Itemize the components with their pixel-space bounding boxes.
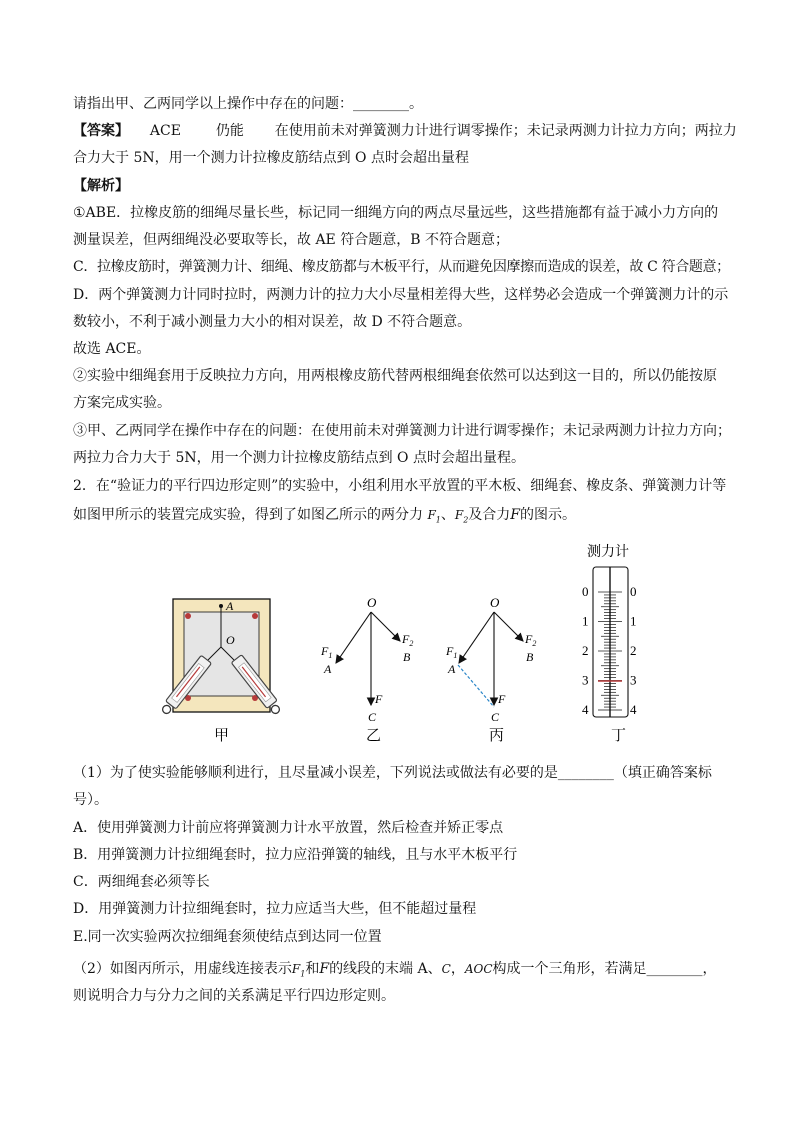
label-yi: 乙 (366, 728, 382, 744)
q2-sym-f1: $F_1$ (427, 508, 441, 525)
pt-C-bing: C (491, 710, 500, 724)
figure-ding (582, 543, 637, 744)
pt-O-yi: O (367, 595, 377, 610)
option-e: E.同一次实验两次拉细绳套须使结点到达同一位置 (73, 929, 382, 945)
sub2-text-d: ， (450, 961, 465, 977)
answer-line-1 (73, 121, 737, 141)
q2-text-b: 、 (440, 507, 455, 523)
answer-label: 【答案】 (73, 123, 129, 139)
q2-sym-f: F (510, 507, 521, 523)
meter-title: 测力计 (587, 545, 629, 560)
meter-tick-label: 0 (630, 584, 637, 599)
sub2-text-e: 构成一个三角形，若满足________， (492, 961, 717, 977)
meter-tick-label: 3 (630, 672, 637, 688)
analysis-line-4: D．两个弹簧测力计同时拉时，两测力计的拉力大小尽量相差得大些，这样势必会造成一个弹簧测力计的示 (73, 287, 729, 303)
analysis-line-8: 方案完成实验。 (73, 395, 171, 411)
experiment-figure (0, 535, 794, 755)
meter-tick-label: 4 (582, 702, 589, 717)
lbl-f1-bing: $F_1$ (446, 644, 458, 660)
answer-part-1: ACE (149, 123, 181, 139)
question-prompt: 请指出甲、乙两同学以上操作中存在的问题：________。 (73, 96, 423, 112)
option-a: A．使用弹簧测力计前应将弹簧测力计水平放置，然后检查并矫正零点 (73, 820, 504, 836)
analysis-line-1: ①ABE．拉橡皮筋的细绳尽量长些，标记同一细绳方向的两点尽量远些，这些措施都有益于减小力方向的 (73, 205, 719, 221)
dashed-line (458, 665, 494, 707)
sub1-line-1: （1）为了使实验能够顺利进行，且尽量减小误差，下列说法或做法有必要的是________（填正确答案标 (73, 765, 712, 781)
pt-B-bing: B (526, 650, 534, 664)
figure-bing (445, 595, 536, 744)
meter-tick-label: 2 (582, 643, 589, 658)
analysis-label: 【解析】 (73, 178, 129, 194)
analysis-line-6: 故选 ACE。 (73, 341, 151, 357)
pt-C-yi: C (368, 710, 377, 724)
meter-tick-label: 3 (582, 672, 589, 688)
answer-part-2: 仍能 (215, 123, 244, 139)
q2-sym-f2: $F_2$ (454, 508, 469, 525)
q2-text-c: 及合力 (468, 507, 511, 523)
label-bing: 丙 (489, 728, 505, 744)
meter-tick-label: 0 (582, 584, 589, 599)
answer-line-2: 合力大于 5N，用一个测力计拉橡皮筋结点到 O 点时会超出量程 (73, 150, 469, 166)
lbl-f-bing: F (498, 692, 506, 706)
pt-A-bing: A (448, 662, 456, 676)
analysis-line-3: C．拉橡皮筋时，弹簧测力计、细绳、橡皮筋都与木板平行，从而避免因摩擦而造成的误差，故 C 符合题意； (73, 259, 730, 275)
option-c: C．两细绳套必须等长 (73, 874, 210, 890)
figure-yi (320, 595, 413, 744)
pt-A-jia: A (226, 599, 234, 613)
sub2-text-b: 和 (305, 961, 320, 977)
lbl-f2-yi: $F_2$ (402, 632, 414, 648)
sub2-line-2: 则说明合力与分力之间的关系满足平行四边形定则。 (73, 988, 395, 1004)
analysis-line-7: ②实验中细绳套用于反映拉力方向，用两根橡皮筋代替两根细绳套依然可以达到这一目的，所以仍能按原 (73, 368, 717, 384)
sub2-text-c: 的线段的末端 A、 (329, 961, 442, 977)
answer-part-3: 在使用前未对弹簧测力计进行调零操作；未记录两测力计拉力方向；两拉力 (274, 123, 737, 139)
question2-line-2 (73, 505, 723, 530)
meter-tick-label: 2 (630, 643, 637, 658)
analysis-line-10: 两拉力合力大于 5N，用一个测力计拉橡皮筋结点到 O 点时会超出量程。 (73, 450, 525, 466)
sub2-line-1 (73, 959, 723, 984)
pt-O-bing: O (490, 595, 500, 610)
option-d: D．用弹簧测力计拉细绳套时，拉力应适当大些，但不能超过量程 (73, 901, 477, 917)
analysis-line-5: 数较小，不利于减小测量力大小的相对误差，故 D 不符合题意。 (73, 314, 472, 330)
pt-B-yi: B (403, 650, 411, 664)
meter-tick-label: 1 (582, 613, 589, 629)
analysis-line-2: 测量误差，但两细绳没必要取等长，故 AE 符合题意，B 不符合题意； (73, 232, 509, 248)
q2-text-a: 如图甲所示的装置完成实验，得到了如图乙所示的两分力 (73, 507, 423, 523)
sub2-sym-aoc: AOC (464, 962, 493, 976)
figure-jia (159, 599, 283, 744)
sub1-line-2: 号）。 (73, 792, 108, 808)
pt-O-jia: O (226, 633, 235, 647)
lbl-f-yi: F (375, 692, 383, 706)
meter-tick-label: 4 (630, 702, 637, 717)
q2-text-d: 的图示。 (520, 507, 577, 523)
pin-icon (252, 613, 258, 619)
label-jia: 甲 (214, 728, 230, 744)
sub2-sym-c: C (441, 962, 451, 976)
option-b: B．用弹簧测力计拉细绳套时，拉力应沿弹簧的轴线，且与水平木板平行 (73, 847, 518, 863)
lbl-f2-bing: $F_2$ (525, 632, 537, 648)
sub2-sym-f1: $F_1$ (291, 962, 306, 979)
sub2-text-a: （2）如图丙所示，用虚线连接表示 (73, 961, 292, 977)
analysis-line-9: ③甲、乙两同学在操作中存在的问题：在使用前未对弹簧测力计进行调零操作；未记录两测力计拉力方向； (73, 423, 731, 439)
sub2-sym-f: F (319, 961, 330, 977)
lbl-f1-yi: $F_1$ (321, 644, 333, 660)
meter-tick-label: 1 (630, 613, 637, 629)
pin-icon (185, 613, 191, 619)
label-ding: 丁 (611, 728, 627, 744)
question2-line-1: 2．在“验证力的平行四边形定则”的实验中，小组利用水平放置的平木板、细绳套、橡皮条、弹簧测力计等 (73, 478, 727, 494)
pt-A-yi: A (324, 662, 332, 676)
